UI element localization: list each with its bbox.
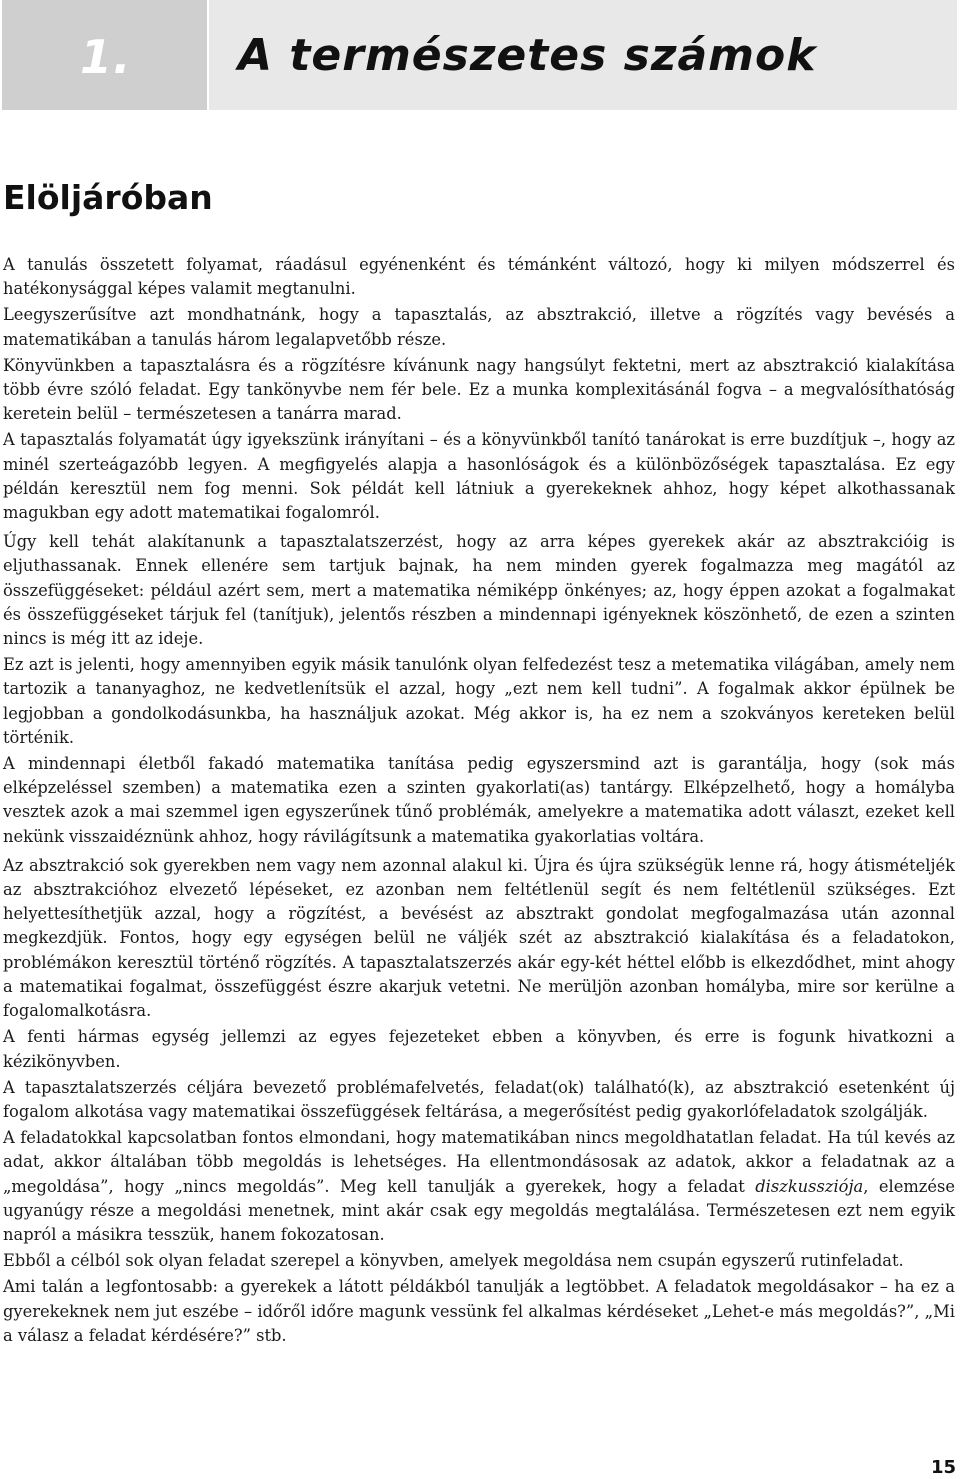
page-number: 15 (930, 1457, 956, 1478)
paragraph: Leegyszerűsítve azt mondhatnánk, hogy a tapasztalás, az absztrakció, illetve a rögzítés vagy bevésés a matematikában a tanulás három legalapvetőbb része. (3, 305, 955, 349)
paragraph: A tapasztalatszerzés céljára bevezető problémafelvetés, feladat(ok) található(k), az absztrakció esetenként új fogalom alkotása vagy matematikai összefüggések feltárása, a megerősítést pedig gyakorlófeladatok szolgálják. (3, 1077, 955, 1121)
section-heading: Elöljáróban (3, 178, 213, 217)
paragraph: Úgy kell tehát alakítanunk a tapasztalatszerzést, hogy az arra képes gyerekek akár az absztrakcióig is eljuthassanak. Ennek ellenére sem tartjuk bajnak, ha nem minden gyerek fogalmazza meg magától az összefüggéseket: például azért sem, mert a matematika némiképp önkényes; az, hogy éppen azokat a fogalmakat és összefüggéseket tárjuk fel (tanítjuk), jelentős részben a mindennapi igényeknek köszönhető, de ezen a szinten nincs is még itt az ideje. (3, 532, 955, 649)
paragraph: A mindennapi életből fakadó matematika tanítása pedig egyszersmind azt is garantálja, hogy (sok más elképzeléssel szemben) a matematika ezen a szinten gyakorlati(as) tantárgy. Elképzelhető, hogy a homályba vesztek azok a mai szemmel igen egyszerűnek tűnő problémák, amelyekre a matematika adott választ, ezeket kell nekünk visszaidéznünk ahhoz, hogy rávilágítsunk a matematika gyakorlatias voltára. (3, 754, 955, 846)
body-text (3, 253, 955, 1350)
paragraph: A tanulás összetett folyamat, ráadásul egyénenként és témánként változó, hogy ki milyen módszerrel és hatékonysággal képes valamit megtanulni. (3, 255, 955, 299)
chapter-number: 1. (80, 30, 132, 84)
paragraph: A tapasztalás folyamatát úgy igyekszünk irányítani – és a könyvünkből tanító tanárokat is erre buzdítjuk –, hogy az minél szerteágazóbb legyen. A megfigyelés alapja a hasonlóságok és a különbözőségek tapasztalása. Ez egy példán keresztül nem fog menni. Sok példát kell látniuk a gyerekeknek ahhoz, hogy képet alkothassanak magukban egy adott matematikai fogalomról. (3, 430, 955, 523)
paragraph-text: , elemzése ugyanúgy része a megoldási menetnek, mint akár csak egy megoldás megtalálása. Természetesen ezt nem egyik napról a másikra tesszük, hanem fokozatosan. (3, 1176, 955, 1244)
chapter-header (0, 0, 960, 110)
paragraph: Könyvünkben a tapasztalásra és a rögzítésre kívánunk nagy hangsúlyt fektetni, mert az absztrakció kialakítása több évre szóló feladat. Egy tankönyvbe nem fér bele. Ez a munka komplexitásánál fogva – a megvalósíthatóság keretein belül – természetesen a tanárra marad. (3, 355, 955, 424)
paragraph: Ez azt is jelenti, hogy amennyiben egyik másik tanulónk olyan felfedezést tesz a metematika világában, amely nem tartozik a tananyaghoz, ne kedvetlenítsük el azzal, hogy „ezt nem kell tudni”. A fogalmak akkor épülnek be legjobban a gondolkodásunkba, ha használjuk azokat. Még akkor is, ha ez nem a szokványos kereteken belül történik. (3, 655, 955, 747)
paragraph: Ami talán a legfontosabb: a gyerekek a látott példákból tanulják a legtöbbet. A feladatok megoldásakor – ha ez a gyerekeknek nem jut eszébe – időről időre magunk vessünk fel alkalmas kérdéseket „Lehet-e más megoldás?”, „Mi a válasz a feladat kérdésére?” stb. (3, 1277, 955, 1345)
paragraph-text: A feladatokkal kapcsolatban fontos elmondani, hogy matematikában nincs megoldhatatlan feladat. Ha túl kevés az adat, akkor általában több megoldás is lehetséges. Ha ellentmondásosak az adatok, akkor a feladatnak az a „megoldása”, hogy „nincs megoldás”. Meg kell tanulják a gyerekek, hogy a feladat (3, 1128, 955, 1196)
paragraph (3, 1126, 955, 1247)
chapter-title: A természetes számok (238, 30, 817, 81)
paragraph: Az absztrakció sok gyerekben nem vagy nem azonnal alakul ki. Újra és újra szükségük lenne rá, hogy átismételjék az absztrakcióhoz elvezető lépéseket, ez azonban nem feltétlenül segít és nem feltétlenül szükséges. Ezt helyettesíthetjük azzal, hogy a rögzítést, a bevésést az absztrakt gondolat megfogalmazása után azonnal megkezdjük. Fontos, hogy egy egységen belül ne váljék szét az absztrakció kialakítása és a feladatokon, problémákon keresztül történő rögzítés. A tapasztalatszerzés akár egy-két héttel előbb is elkezdődhet, mint ahogy a matematikai fogalmat, összefüggést észre akarjuk vetetni. Ne merüljön azonban homályba, mire sor kerülne a fogalomalkotásra. (3, 855, 955, 1021)
paragraph: Ebből a célból sok olyan feladat szerepel a könyvben, amelyek megoldása nem csupán egyszerű rutinfeladat. (3, 1251, 904, 1271)
paragraph: A fenti hármas egység jellemzi az egyes fejezeteket ebben a könyvben, és erre is fogunk hivatkozni a kézikönyvben. (3, 1027, 955, 1071)
emphasis-text: diszkussziója (755, 1176, 864, 1196)
